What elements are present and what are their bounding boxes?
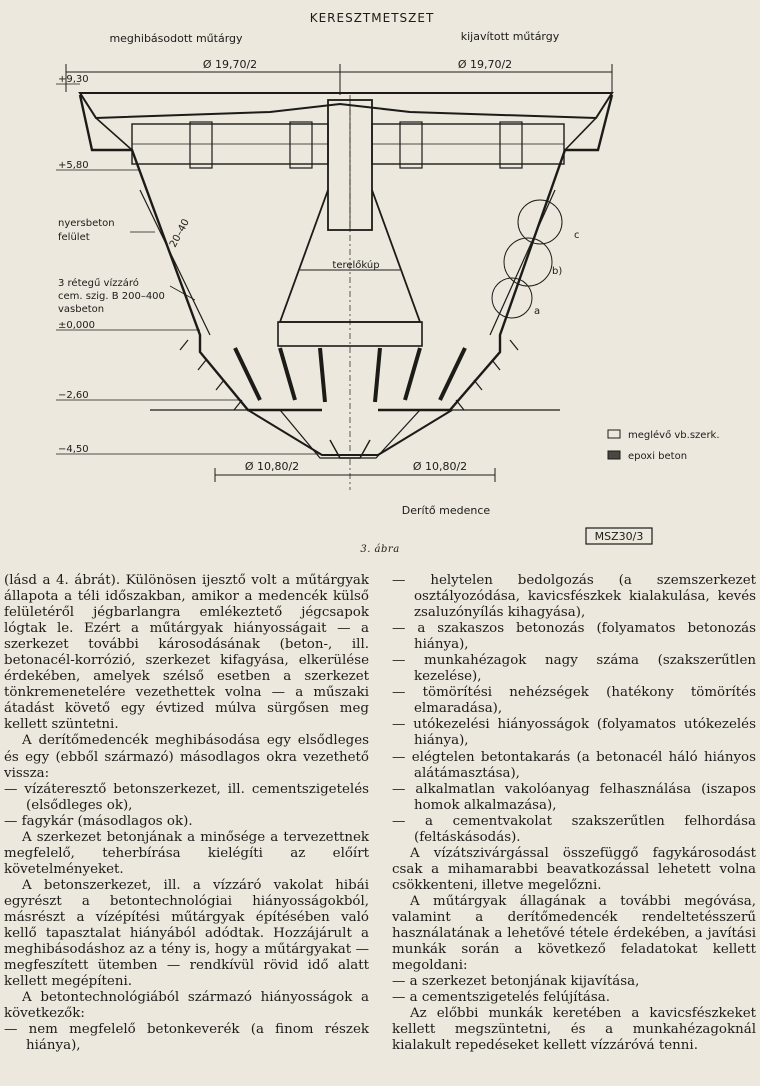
label-cone: terelőkúp	[332, 260, 380, 271]
list-item: — fagykár (másodlagos ok).	[4, 814, 369, 830]
level-label: +5,80	[58, 160, 89, 171]
list-item: — elégtelen betontakarás (a betonacél háló hiányos alátámasztása),	[392, 750, 756, 782]
paragraph: Az előbbi munkák keretében a kavicsfészkeket kellett megszüntetni, és a munkahézagoknál kialakult repedéseket kellett vízzáróvá tenni.	[392, 1006, 756, 1054]
paragraph: A szerkezet betonjának a minősége a tervezettnek megfelelő, teherbírása kielégíti az előírt követelményeket.	[4, 829, 369, 877]
figure-caption: 3. ábra	[360, 544, 400, 555]
list-item: — munkahézagok nagy száma (szakszerűtlen kezelése),	[392, 653, 756, 685]
label-detail-b: b)	[552, 266, 563, 277]
paragraph: (lásd a 4. ábrát). Különösen ijesztő volt a műtárgyak állapota a téli időszakban, amikor a medencék külső felületéről jégbarlangra emlékeztető jégcsapok lógtak le. Ezért a műtárgyak hiányosságait — a szerkezet további károsodásának (beton-, ill. betonacél-korrózió, szerkezet kifagyása, elkerülése érdekében, amelyek szélső esetben a szerkezet tönkremenetelére vezethettek volna — a műszaki átadást követő egy évtized múlva sürgősen meg kellett szüntetni.	[4, 573, 369, 733]
list-item: — a cementszigetelés felújítása.	[392, 990, 756, 1006]
list-item: — vízáteresztő betonszerkezet, ill. cementszigetelés (elsődleges ok),	[4, 782, 369, 814]
legend-epoxy-text: epoxi beton	[628, 451, 688, 462]
paragraph: A betontechnológiából származó hiányosságok a következők:	[4, 990, 369, 1022]
level-label: +9,30	[58, 74, 89, 85]
label-detail-c: c	[574, 230, 580, 241]
list-item: — alkalmatlan vakolóanyag felhasználása (iszapos homok alkalmazása),	[392, 782, 756, 814]
paragraph: A derítőmedencék meghibásodása egy elsődleges és egy (ebből származó) másodlagos okra vezethető vissza:	[4, 733, 369, 781]
list-item: — a cementvakolat szakszerűtlen felhordása (feltáskásodás).	[392, 814, 756, 846]
level-label: ±0,000	[58, 320, 96, 331]
level-label: −2,60	[58, 390, 89, 401]
paragraph: A műtárgyak állagának a további megóvása, valamint a derítőmedencék rendeltetésszerű használatának a lehetővé tétele érdekében, a javítási munkák során a következő feladatokat kellett megoldani:	[392, 893, 756, 974]
figure-left-label: meghibásodott műtárgy	[109, 32, 243, 45]
dim-bottom-left: Ø 10,80/2	[244, 460, 300, 473]
left-text-column	[4, 573, 369, 1054]
paragraph: A betonszerkezet, ill. a vízzáró vakolat hibái egyrészt a betontechnológiai hiányosságokból, másrészt a vízépítési műtárgyak építésében való kellő tapasztalat hiányából adódtak. Hozzájárult a meghibásodáshoz az a tény is, hogy a műtárgyakat — megfeszített ütemben — rendkívül rövid idő alatt kellett megépíteni.	[4, 877, 369, 990]
dim-top-right: Ø 19,70/2	[457, 58, 513, 71]
figure-right-label: kijavított műtárgy	[460, 30, 560, 43]
label-vizzaro: vasbeton	[58, 304, 105, 315]
label-nyersbeton: felület	[58, 232, 90, 243]
list-item: — tömörítési nehézségek (hatékony tömörítés elmaradása),	[392, 685, 756, 717]
dim-top-left: Ø 19,70/2	[202, 58, 258, 71]
figure-title: KERESZTMETSZET	[309, 11, 435, 25]
label-detail-a: a	[534, 306, 541, 317]
label-vizzaro: cem. szig. B 200–400	[58, 291, 165, 302]
list-item: — a szakaszos betonozás (folyamatos betonozás hiánya),	[392, 621, 756, 653]
label-code: MSZ30/3	[594, 530, 644, 543]
list-item: — a szerkezet betonjának kijavítása,	[392, 974, 756, 990]
label-nyersbeton: nyersbeton	[58, 218, 115, 229]
right-text-column	[392, 573, 756, 1054]
legend-existing-text: meglévő vb.szerk.	[628, 430, 720, 441]
label-basin: Derítő medence	[401, 504, 491, 517]
list-item: — nem megfelelő betonkeverék (a finom részek hiánya),	[4, 1022, 369, 1054]
paragraph: A vízátszivárgással összefüggő fagykárosodást csak a mihamarabbi beavatkozással lehetett volna csökkenteni, illetve megelőzni.	[392, 845, 756, 893]
label-angle: 20–40	[167, 217, 192, 250]
list-item: — utókezelési hiányosságok (folyamatos utókezelés hiánya),	[392, 717, 756, 749]
list-item: — helytelen bedolgozás (a szemszerkezet osztályozódása, kavicsfészkek kialakulása, kevés zsaluzónyílás kihagyása),	[392, 573, 756, 621]
label-vizzaro: 3 rétegű vízzáró	[58, 278, 139, 289]
dim-bottom-right: Ø 10,80/2	[412, 460, 468, 473]
level-label: −4,50	[58, 444, 89, 455]
